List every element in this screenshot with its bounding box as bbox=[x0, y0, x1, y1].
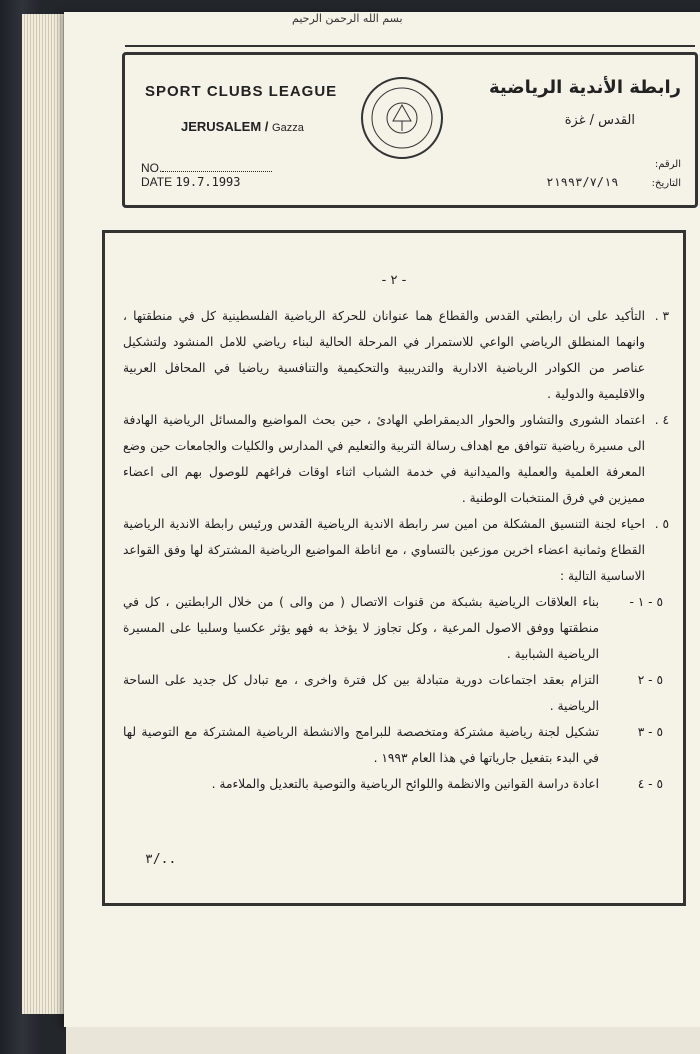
sub-item bbox=[123, 719, 669, 771]
item-number: ٣ . bbox=[654, 309, 669, 323]
letterhead-arabic-title: رابطة الأندية الرياضية bbox=[489, 77, 681, 98]
letterhead-english-title: SPORT CLUBS LEAGUE bbox=[145, 83, 338, 100]
letterhead-arabic-date bbox=[546, 175, 681, 189]
sub-item bbox=[123, 667, 669, 719]
letterhead-date-field bbox=[141, 175, 241, 189]
date-value: 19.7.1993 bbox=[175, 175, 241, 189]
sub-item-text: التزام بعقد اجتماعات دورية متبادلة بين كل فترة واخرى ، مع تبادل كل جديد على الساحة الرياضية . bbox=[123, 673, 599, 713]
sub-item bbox=[123, 771, 669, 797]
letterhead-number-field bbox=[141, 161, 272, 175]
letterhead-english-city bbox=[181, 119, 304, 134]
sub-item-number: ٥ - ٢ bbox=[637, 673, 663, 687]
page-bottom-edge bbox=[66, 1027, 700, 1054]
list-item bbox=[123, 407, 669, 511]
body-frame bbox=[102, 230, 686, 906]
sub-item-text: بناء العلاقات الرياضية بشبكة من قنوات الاتصال ( من والى ) من خلال الرابطتين ، كل في منطقتها ووفق الاصول المرعية ، وكل تجاوز لا يؤخذ به فهو يؤثر عكسيا وسلبيا على المسيرة الرياضية الشبابية . bbox=[123, 595, 599, 661]
basmala: بسم الله الرحمن الرحيم bbox=[292, 12, 403, 25]
letterhead-top-rule bbox=[125, 45, 695, 47]
sub-item-text: اعادة دراسة القوانين والانظمة واللوائح الرياضية والتوصية بالتعديل والملاءمة . bbox=[211, 777, 599, 791]
sub-item bbox=[123, 589, 669, 667]
letterhead bbox=[122, 52, 698, 208]
letterhead-arabic-ref bbox=[655, 159, 681, 170]
item-number: ٥ . bbox=[654, 517, 669, 531]
sub-item-number: ٥ - ١ - bbox=[629, 595, 663, 609]
letterhead-english-city-main: JERUSALEM / bbox=[181, 119, 269, 134]
letter-content bbox=[123, 303, 669, 797]
arabic-date-value: ٢١٩٩٣/٧/١٩ bbox=[546, 175, 619, 189]
page-number: - ٢ - bbox=[381, 273, 407, 288]
letterhead-arabic-city: القدس / غزة bbox=[564, 113, 635, 128]
item-text: احياء لجنة التنسيق المشكلة من امين سر رابطة الاندية الرياضية القدس ورئيس رابطة الاندية الرياضية القطاع وثمانية اعضاء اخرين موزعين بالتساوي ، مع اناطة المواضيع الرياضية المشتركة لها وفق القواعد الاساسية التالية : bbox=[123, 517, 645, 583]
continuation-marker: ٣/.. bbox=[145, 852, 177, 867]
sub-item-text: تشكيل لجنة رياضية مشتركة ومتخصصة للبرامج والانشطة الرياضية المشتركة مع التوصية لها في البدء بتفعيل جارياتها في هذا العام ١٩٩٣ . bbox=[123, 725, 599, 765]
date-label: DATE bbox=[141, 175, 173, 189]
sub-item-number: ٥ - ٤ bbox=[637, 777, 663, 791]
arabic-date-label: التاريخ: bbox=[651, 178, 681, 189]
number-dots bbox=[162, 171, 272, 172]
letterhead-english-subcity: Gazza bbox=[272, 122, 304, 134]
list-item bbox=[123, 303, 669, 407]
item-number: ٤ . bbox=[654, 413, 669, 427]
document-sheet bbox=[64, 12, 700, 1027]
list-item bbox=[123, 511, 669, 589]
number-label: NO. bbox=[141, 161, 163, 175]
item-text: اعتماد الشورى والتشاور والحوار الديمقراطي الهادئ ، حين بحث المواضيع والمسائل الرياضية الهادفة الى مسيرة رياضية تتوافق مع اهداف رسالة التربية والتعليم في المدارس والكليات والجامعات حين وضع المعرفة العلمية والعملية والميدانية في خدمة الشباب اثناء اوقات فراغهم للوصول بهم الى اعضاء مميزين في فرق المنتخبات الوطنية . bbox=[123, 413, 645, 505]
item-text: التأكيد على ان رابطتي القدس والقطاع هما عنوانان للحركة الرياضية الفلسطينية كل في منطقتها ، وانهما المنطلق الرياضي الواعي للاستمرار في المرحلة الحالية لبناء رياضي للامل المنشود ولتشكيل عناصر من الكوادر الرياضية الادارية والتدريبية والتحكيمية والتنافسية رياضيا في المحافل العربية والاقليمية والدولية . bbox=[123, 309, 645, 401]
league-seal-icon bbox=[359, 75, 445, 161]
sub-item-number: ٥ - ٣ bbox=[637, 725, 663, 739]
arabic-ref-label: الرقم: bbox=[654, 159, 681, 170]
